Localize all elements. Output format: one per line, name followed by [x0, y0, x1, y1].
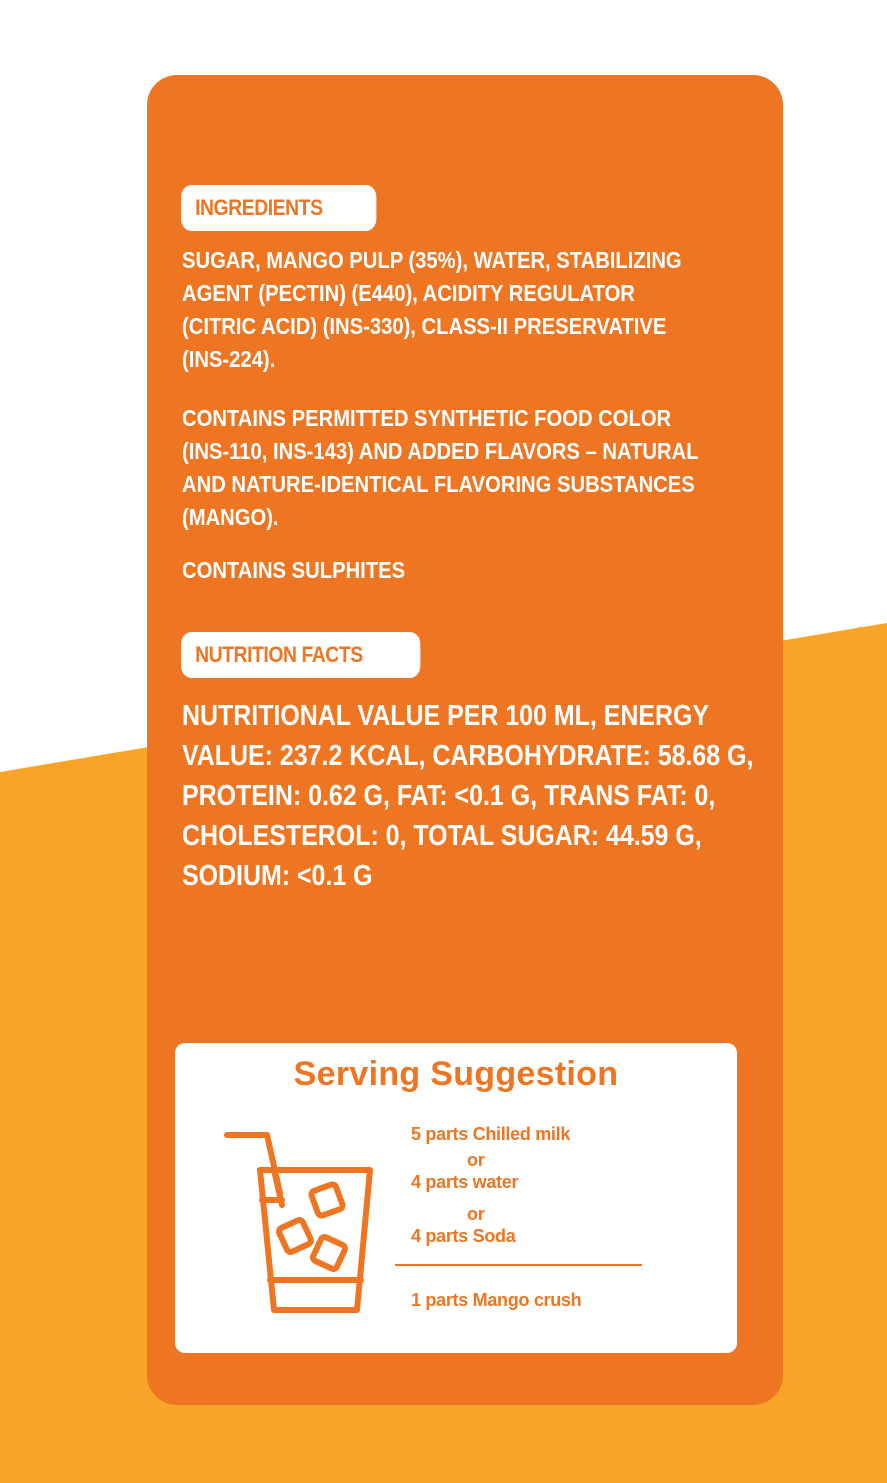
serving-or-2: or	[467, 1204, 485, 1224]
serving-option-soda: 4 parts Soda	[411, 1226, 516, 1246]
color-flavor-statement: CONTAINS PERMITTED SYNTHETIC FOOD COLOR (INS-110, INS-143) AND ADDED FLAVORS – NATURAL AND NATURE-IDENTICAL FLAVORING SUBSTANCES (MANGO).	[182, 405, 699, 530]
serving-or-1: or	[467, 1150, 485, 1170]
serving-option-milk: 5 parts Chilled milk	[411, 1124, 571, 1144]
serving-base-mango-crush: 1 parts Mango crush	[411, 1290, 582, 1310]
nutrition-heading: NUTRITION FACTS	[181, 632, 420, 678]
nutrition-facts-text: NUTRITIONAL VALUE PER 100 ML, ENERGY VALUE: 237.2 KCAL, CARBOHYDRATE: 58.68 G, PROTEIN: 0.62 G, FAT: <0.1 G, TRANS FAT: 0, CHOLESTEROL: 0, TOTAL SUGAR: 44.59 G, SODIUM: <0.1 G	[182, 700, 754, 892]
serving-divider	[395, 1264, 642, 1266]
ingredients-heading: INGREDIENTS	[181, 185, 376, 231]
allergen-statement: CONTAINS SULPHITES	[182, 557, 406, 583]
serving-suggestion-title: Serving Suggestion	[293, 1055, 619, 1093]
ingredients-list: SUGAR, MANGO PULP (35%), WATER, STABILIZING AGENT (PECTIN) (E440), ACIDITY REGULATOR (CITRIC ACID) (INS-330), CLASS-II PRESERVATIVE (INS-224).	[182, 247, 682, 372]
serving-option-water: 4 parts water	[411, 1172, 519, 1192]
iced-drink-glass-icon	[222, 1125, 377, 1315]
